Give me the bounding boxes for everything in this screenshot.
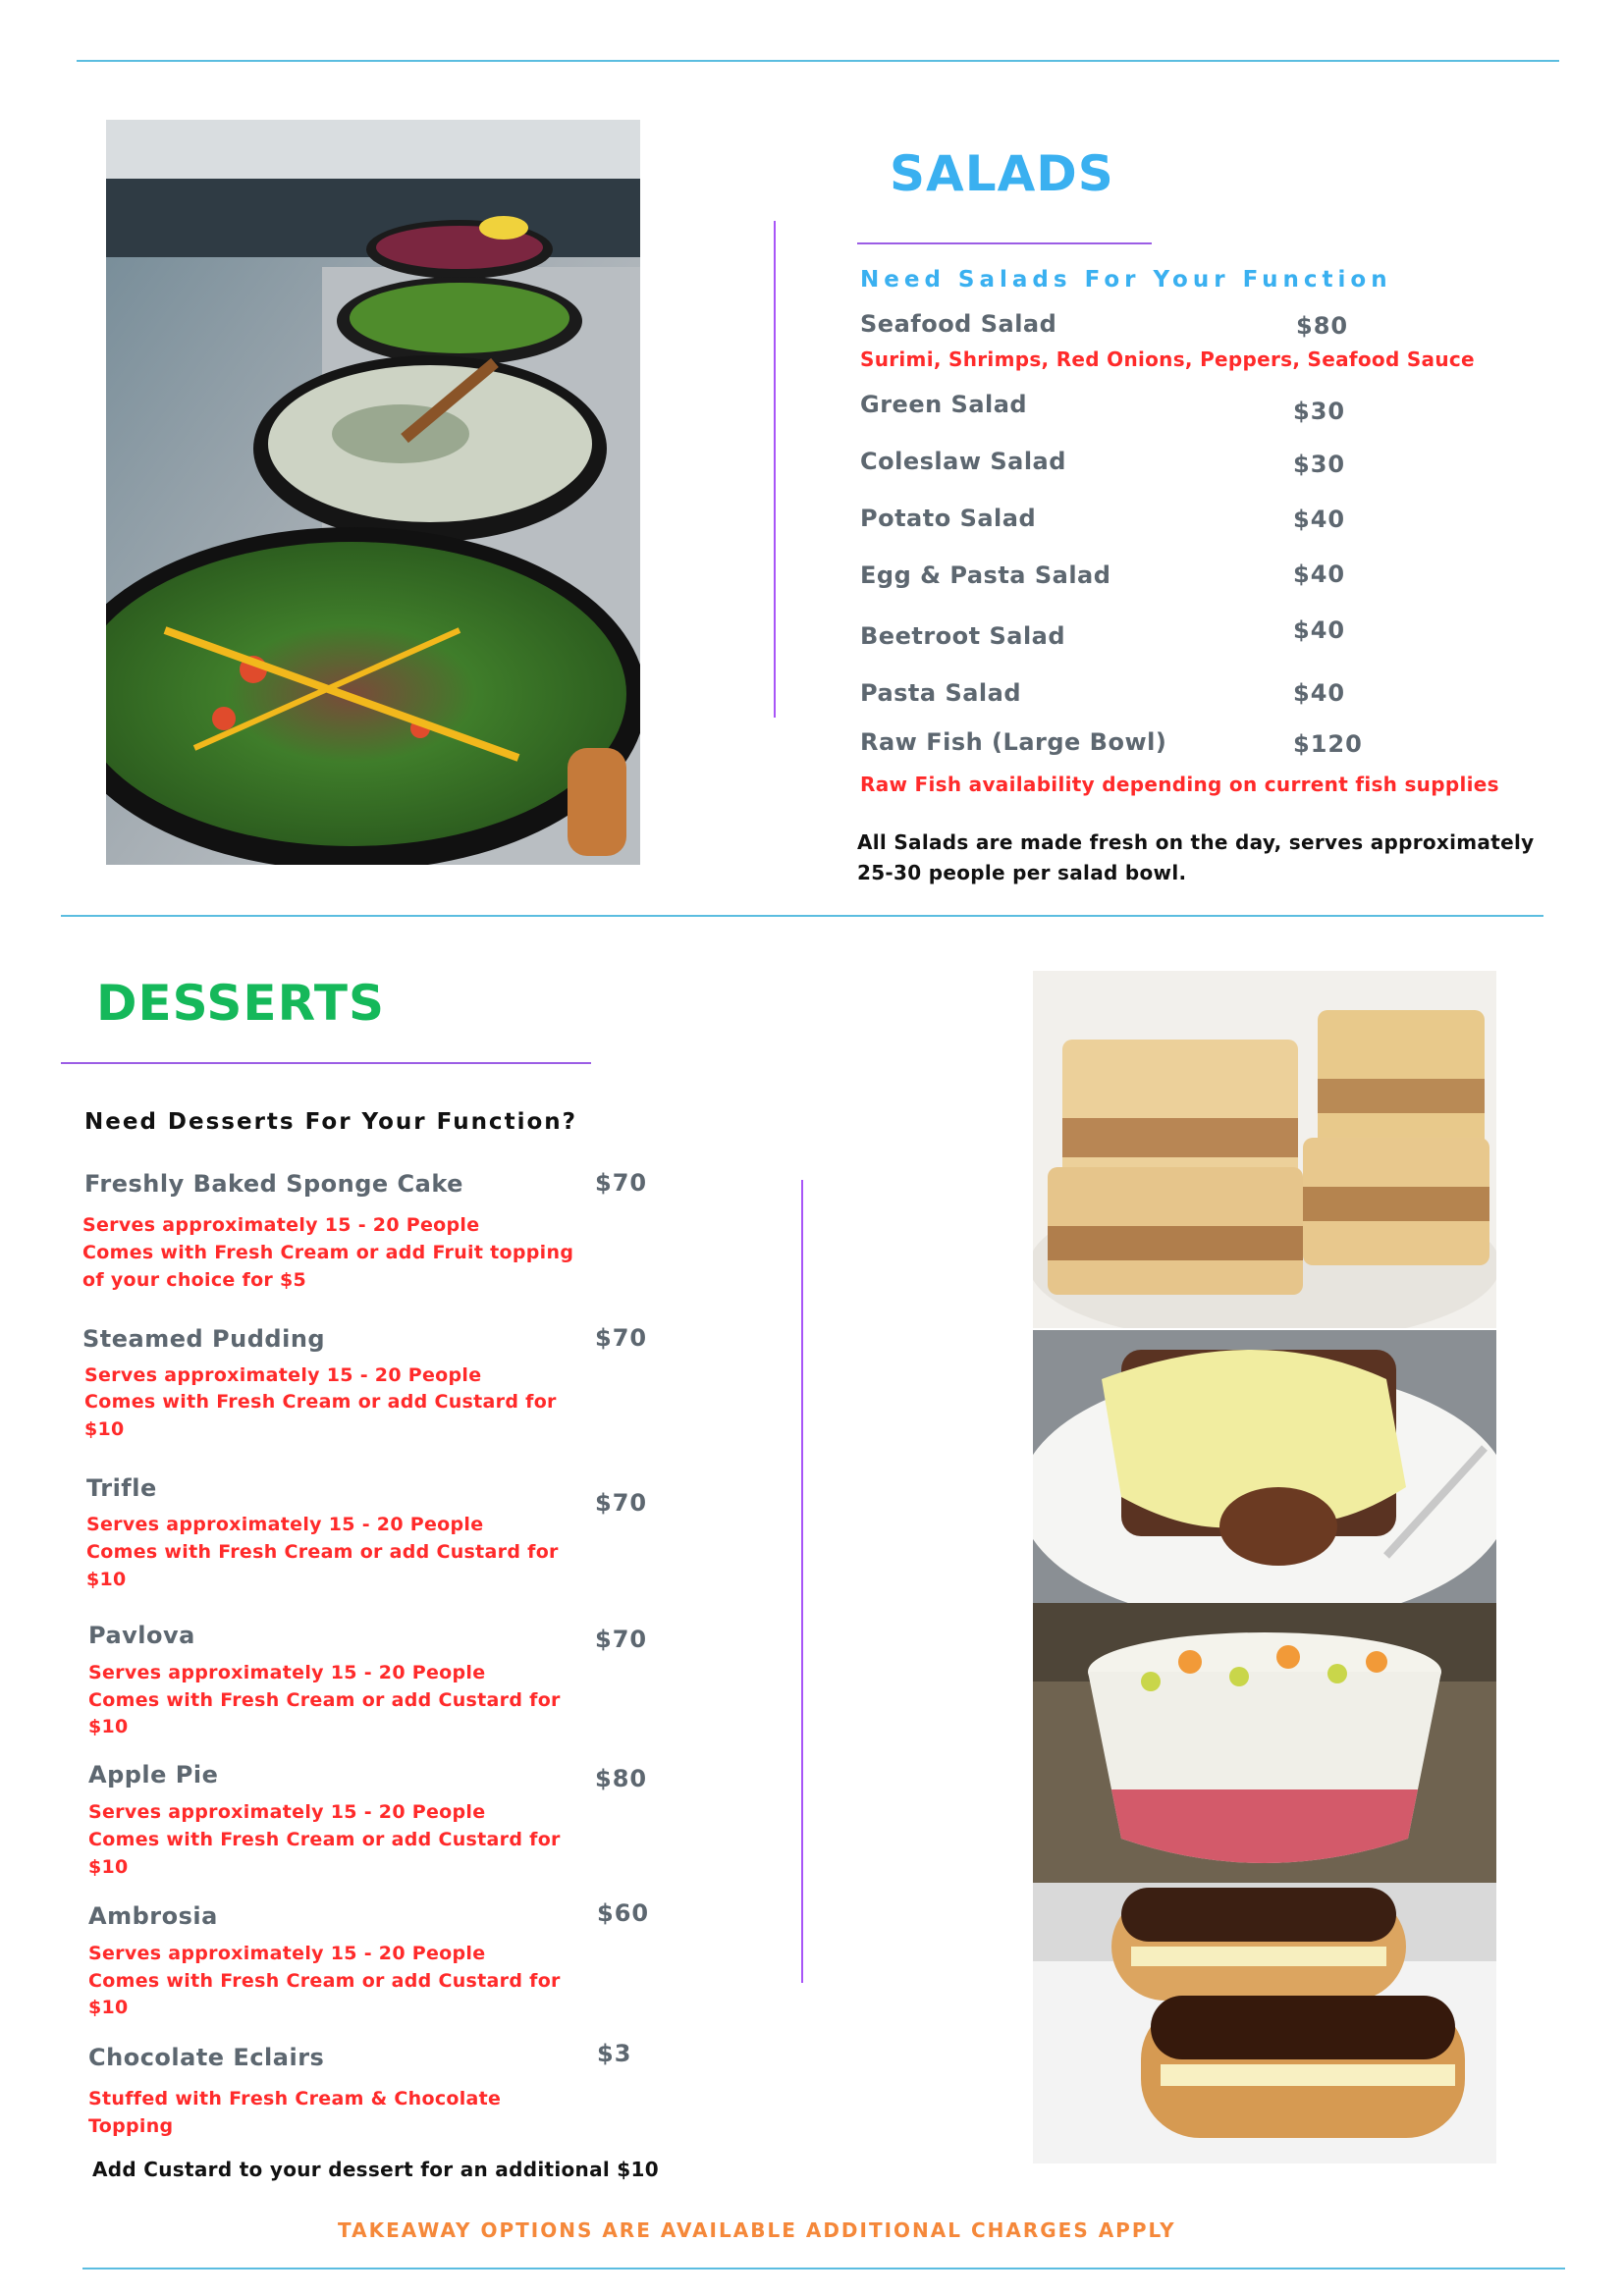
trifle-photo: [1033, 1603, 1496, 1883]
salad-buffet-photo: [106, 120, 640, 865]
salad-item-desc: Surimi, Shrimps, Red Onions, Peppers, Seafood Sauce: [860, 347, 1475, 371]
dessert-item-name: Trifle: [86, 1474, 157, 1502]
dessert-item-note: Serves approximately 15 - 20 People: [84, 1364, 482, 1386]
dessert-item-note: $10: [88, 1856, 129, 1878]
salad-item-price: $40: [1293, 679, 1346, 707]
dessert-item-name: Ambrosia: [88, 1902, 218, 1930]
dessert-item-note: Serves approximately 15 - 20 People: [82, 1214, 480, 1236]
salad-item-price: $30: [1293, 398, 1346, 425]
salad-item-name: Pasta Salad: [860, 679, 1022, 707]
dessert-item-name: Pavlova: [88, 1622, 195, 1649]
salad-item-price: $40: [1293, 561, 1346, 588]
dessert-item-name: Apple Pie: [88, 1761, 219, 1789]
salad-item-name: Raw Fish (Large Bowl): [860, 728, 1167, 756]
salad-item-name: Seafood Salad: [860, 310, 1057, 338]
dessert-item-price: $80: [595, 1765, 648, 1792]
dessert-item-note: Serves approximately 15 - 20 People: [88, 1943, 486, 1964]
dessert-item-note: Topping: [88, 2115, 174, 2137]
dessert-item-price: $3: [597, 2040, 632, 2067]
desserts-subtitle: Need Desserts For Your Function?: [84, 1109, 577, 1135]
dessert-item-note: $10: [88, 1716, 129, 1737]
salad-item-desc: Raw Fish availability depending on current fish supplies: [860, 773, 1499, 796]
apple-slice-photo: [1033, 971, 1496, 1328]
dessert-item-price: $70: [595, 1169, 648, 1197]
chocolate-eclairs-photo: [1033, 1883, 1496, 2163]
salad-item-price: $120: [1293, 730, 1363, 758]
dessert-item-note: $10: [86, 1569, 127, 1590]
dessert-item-price: $70: [595, 1324, 648, 1352]
dessert-item-name: Chocolate Eclairs: [88, 2044, 325, 2071]
salads-divider: [774, 221, 776, 718]
dessert-item-note: Comes with Fresh Cream or add Fruit topping: [82, 1242, 574, 1263]
dessert-item-price: $70: [595, 1489, 648, 1517]
dessert-item-price: $60: [597, 1899, 650, 1927]
dessert-item-note: Comes with Fresh Cream or add Custard for: [84, 1391, 557, 1413]
top-rule: [77, 60, 1559, 62]
takeaway-notice: TAKEAWAY OPTIONS ARE AVAILABLE ADDITIONAL CHARGES APPLY: [338, 2218, 1176, 2242]
dessert-item-note: Stuffed with Fresh Cream & Chocolate: [88, 2088, 502, 2109]
dessert-item-note: Comes with Fresh Cream or add Custard for: [88, 1689, 561, 1711]
salads-subtitle: Need Salads For Your Function: [860, 267, 1392, 293]
salad-item-price: $80: [1296, 312, 1349, 340]
steamed-pudding-photo: [1033, 1330, 1496, 1603]
dessert-item-note: Comes with Fresh Cream or add Custard for: [86, 1541, 559, 1563]
dessert-item-note: Serves approximately 15 - 20 People: [88, 1801, 486, 1823]
salad-item-name: Potato Salad: [860, 505, 1037, 532]
desserts-divider: [801, 1180, 803, 1983]
dessert-item-note: of your choice for $5: [82, 1269, 307, 1291]
desserts-underline: [61, 1062, 591, 1064]
dessert-item-note: Comes with Fresh Cream or add Custard for: [88, 1829, 561, 1850]
dessert-item-name: Steamed Pudding: [82, 1325, 326, 1353]
salad-item-name: Green Salad: [860, 391, 1028, 418]
dessert-item-price: $70: [595, 1626, 648, 1653]
salad-item-price: $40: [1293, 506, 1346, 533]
salads-underline: [857, 242, 1152, 244]
dessert-item-name: Freshly Baked Sponge Cake: [84, 1170, 463, 1198]
salads-footer-line1: All Salads are made fresh on the day, serves approximately: [857, 830, 1535, 854]
bottom-rule: [82, 2268, 1565, 2269]
dessert-item-note: Comes with Fresh Cream or add Custard for: [88, 1970, 561, 1992]
salad-item-price: $30: [1293, 451, 1346, 478]
salad-item-name: Egg & Pasta Salad: [860, 561, 1111, 589]
middle-rule: [61, 915, 1543, 917]
salad-item-price: $40: [1293, 616, 1346, 644]
salads-title: SALADS: [890, 145, 1114, 202]
dessert-item-note: $10: [84, 1418, 125, 1440]
dessert-item-note: Serves approximately 15 - 20 People: [88, 1662, 486, 1683]
desserts-footer: Add Custard to your dessert for an additional $10: [92, 2158, 659, 2181]
desserts-title: DESSERTS: [96, 975, 385, 1032]
dessert-item-note: Serves approximately 15 - 20 People: [86, 1514, 484, 1535]
salad-item-name: Beetroot Salad: [860, 622, 1066, 650]
dessert-item-note: $10: [88, 1997, 129, 2018]
salad-item-name: Coleslaw Salad: [860, 448, 1066, 475]
salads-footer-line2: 25-30 people per salad bowl.: [857, 861, 1187, 884]
